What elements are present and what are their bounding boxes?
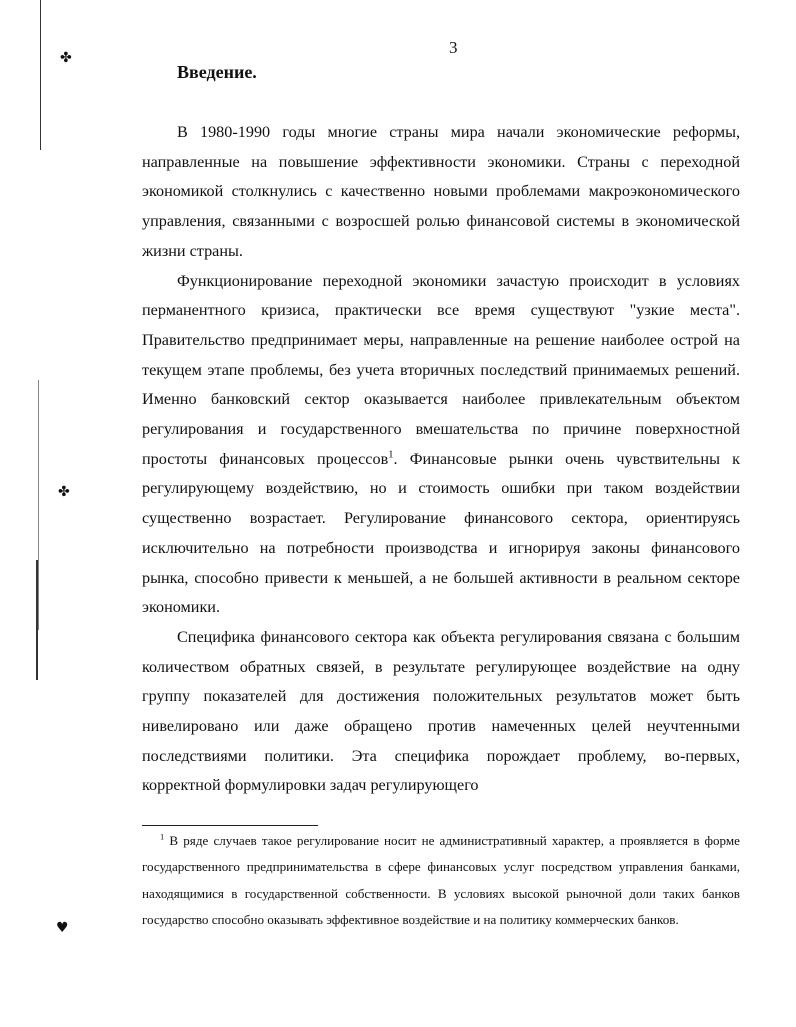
paragraph-1: В 1980-1990 годы многие страны мира начали экономические реформы, направленные на повышение эффективности экономики. Страны с переходной экономикой столкнулись с качественно новыми проблемами макроэкономического управления, связанными с возросшей ролью финансовой системы в экономической жизни страны. [142,123,740,260]
footnote-divider [142,825,318,826]
paragraph-2 [142,267,740,623]
footnote-reference[interactable]: 1 [388,449,394,461]
body-text [142,118,740,801]
footnote [142,828,740,933]
scan-margin-line [38,380,39,630]
page-number: 3 [449,38,458,57]
scan-blot-icon: ✤ [60,50,72,66]
section-heading: Введение. [177,62,257,82]
paragraph-2-text: Функционирование переходной экономики зачастую происходит в условиях перманентного кризиса, практически все время существуют "узкие места". Правительство предпринимает меры, направленные на решение наиболее острой на текущем этапе проблемы, без учета вторичных последствий принимаемых решений. Именно банковский сектор оказывается наиболее привлекательным объектом регулирования и государственного вмешательства по причине поверхностной простоты финансовых процессов [142,271,740,468]
scan-margin-line [40,0,41,150]
scan-margin-line [36,560,38,680]
paragraph-2-tail: . Финансовые рынки очень чувствительны к регулирующему воздействию, но и стоимость ошибки при таком воздействии существенно возрастает. Регулирование финансового сектора, ориентируясь исключительно на потребности производства и игнорируя законы финансового рынка, способно привести к меньшей, а не большей активности в реальном секторе экономики. [142,449,740,617]
scan-blot-icon: ✤ [58,484,70,500]
paragraph-3: Специфика финансового сектора как объекта регулирования связана с большим количеством обратных связей, в результате регулирующее воздействие на одну группу показателей для достижения положительных результатов может быть нивелировано или даже обращено против намеченных целей неучтенными последствиями политики. Эта специфика порождает проблему, во-первых, корректной формулировки задач регулирующего [142,627,740,795]
scan-blot-icon: ♥ [56,920,69,936]
footnote-marker: 1 [160,831,165,842]
footnote-text: В ряде случаев такое регулирование носит не административный характер, а проявляется в форме государственного предпринимательства в сфере финансовых услуг посредством управления банками, находящимися в государственной собственности. В условиях высокой рыночной доли таких банков государство способно оказывать эффективное воздействие и на политику коммерческих банков. [142,833,740,927]
